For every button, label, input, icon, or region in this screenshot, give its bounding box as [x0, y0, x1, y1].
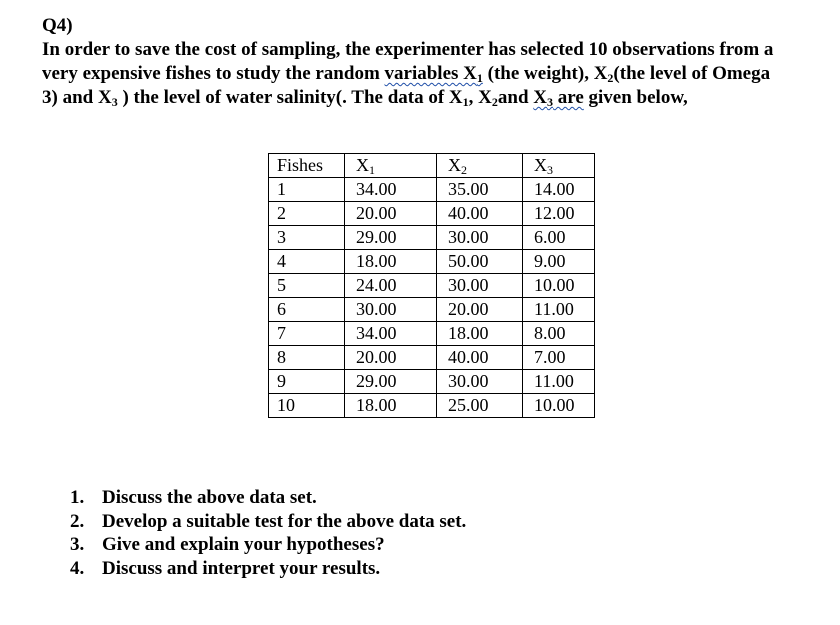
task-text: Discuss the above data set.: [102, 487, 317, 508]
x3-cell: 10.00: [523, 274, 595, 298]
fish-id-cell: 4: [269, 250, 345, 274]
fish-id-cell: 9: [269, 370, 345, 394]
x1-cell: 20.00: [345, 202, 437, 226]
x3-cell: 6.00: [523, 226, 595, 250]
task-text: Discuss and interpret your results.: [102, 557, 381, 579]
table-row: [269, 178, 595, 202]
question-number: Q4): [42, 15, 73, 36]
question-line-2: very expensive fishes to study the random variables $X_1$ (the weight), $X_2(the$ level of Omega: [42, 63, 771, 85]
table-row: [269, 346, 595, 370]
x1-cell: 34.00: [345, 178, 437, 202]
x3-cell: 8.00: [523, 322, 595, 346]
task-number: 1.: [70, 487, 85, 508]
fish-id-cell: 5: [269, 274, 345, 298]
x2-cell: 30.00: [437, 274, 523, 298]
table-header-row: [269, 154, 595, 178]
fish-id-cell: 6: [269, 298, 345, 322]
spelling-mark: variables $X_1$: [384, 63, 483, 85]
task-list: [70, 486, 466, 580]
x2-cell: 25.00: [437, 394, 523, 418]
x3-cell: 11.00: [523, 370, 595, 394]
fish-id-cell: 7: [269, 322, 345, 346]
table-row: [269, 274, 595, 298]
header-fishes: Fishes: [269, 154, 345, 178]
task-number: 3.: [70, 534, 85, 555]
x3-cell: 14.00: [523, 178, 595, 202]
x3-cell: 11.00: [523, 298, 595, 322]
x2-cell: 40.00: [437, 346, 523, 370]
x2-cell: 30.00: [437, 370, 523, 394]
x3-cell: 9.00: [523, 250, 595, 274]
header-x1: $X_1$: [345, 154, 437, 178]
x3-cell: 10.00: [523, 394, 595, 418]
x1-cell: 20.00: [345, 346, 437, 370]
header-x2: $X_2$: [437, 154, 523, 178]
task-text: Develop a suitable test for the above data set.: [102, 510, 467, 532]
x2-cell: 20.00: [437, 298, 523, 322]
x2-cell: 40.00: [437, 202, 523, 226]
x1-cell: 29.00: [345, 226, 437, 250]
table-row: [269, 370, 595, 394]
task-text: Give and explain your hypotheses?: [102, 534, 385, 555]
table-row: [269, 202, 595, 226]
question-line-3: 3) and $X_3$ ) the level of water salinity(. The data of $X_1$, $X_2and$ $X_3$ are given below,: [42, 87, 688, 109]
x1-cell: 18.00: [345, 394, 437, 418]
task-item: [70, 510, 466, 534]
x2-cell: 18.00: [437, 322, 523, 346]
task-item: [70, 557, 466, 581]
fish-id-cell: 2: [269, 202, 345, 226]
header-x3: $X_3$: [523, 154, 595, 178]
x3-cell: 12.00: [523, 202, 595, 226]
x1-cell: 29.00: [345, 370, 437, 394]
table-row: [269, 298, 595, 322]
fish-id-cell: 1: [269, 178, 345, 202]
x1-cell: 34.00: [345, 322, 437, 346]
task-number: 4.: [70, 557, 85, 579]
spelling-mark: $X_3$ are: [533, 87, 584, 109]
task-item: [70, 486, 466, 510]
question-line-1: In order to save the cost of sampling, the experimenter has selected 10 observations from a: [42, 39, 774, 60]
task-number: 2.: [70, 510, 85, 532]
x3-cell: 7.00: [523, 346, 595, 370]
x2-cell: 35.00: [437, 178, 523, 202]
x1-cell: 18.00: [345, 250, 437, 274]
x1-cell: 30.00: [345, 298, 437, 322]
table-row: [269, 250, 595, 274]
table-row: [269, 394, 595, 418]
question-text: [42, 38, 832, 110]
fish-id-cell: 3: [269, 226, 345, 250]
x1-cell: 24.00: [345, 274, 437, 298]
fish-data-table: [268, 153, 595, 418]
fish-id-cell: 8: [269, 346, 345, 370]
task-item: [70, 533, 466, 557]
table-row: [269, 322, 595, 346]
x2-cell: 30.00: [437, 226, 523, 250]
table-row: [269, 226, 595, 250]
fish-id-cell: 10: [269, 394, 345, 418]
x2-cell: 50.00: [437, 250, 523, 274]
